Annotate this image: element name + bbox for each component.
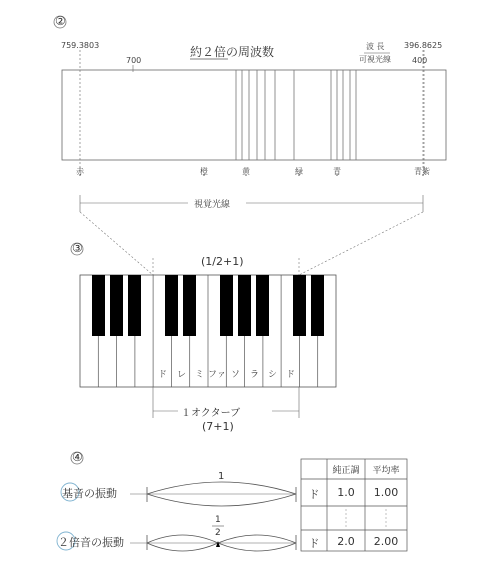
- section-2-marker: ②: [55, 14, 66, 28]
- spectrum-bracket: [80, 195, 423, 212]
- table-row-1-equal: 1.00: [373, 486, 399, 499]
- visible-light-label: 可視光線: [359, 55, 391, 64]
- table-row-2-just: 2.0: [337, 535, 355, 548]
- section-4-marker: ④: [72, 450, 83, 464]
- fundamental-label: 基音の振動: [62, 487, 117, 500]
- ratio-top: (1/2+1): [201, 255, 244, 268]
- table-row-1-note: ド: [308, 488, 320, 501]
- table-row-2-note: ド: [308, 537, 320, 550]
- fraction-one: 1: [218, 471, 225, 482]
- color-blue: 青: [333, 167, 341, 176]
- freq-left-label: 759.3803: [61, 41, 100, 50]
- solfege-so: ソ: [231, 370, 241, 380]
- color-ticks: [79, 174, 424, 176]
- color-violet: 青紫: [414, 167, 430, 176]
- wavelength-label: 波 長: [366, 42, 385, 51]
- projection-lines: [80, 212, 423, 275]
- octave-label: １オクターブ: [181, 408, 241, 419]
- spectral-lines: [236, 70, 356, 160]
- fraction-numerator: 1: [215, 515, 221, 525]
- section-2-title: 約２倍の周波数: [190, 45, 275, 59]
- freq-right-label: 396.8625: [404, 41, 443, 50]
- color-yellow: 黄: [242, 167, 250, 176]
- section-3-marker: ③: [72, 241, 83, 255]
- color-orange: 橙: [200, 167, 208, 176]
- table-header-just: 純正調: [332, 466, 360, 476]
- solfege-do-high: ド: [286, 370, 296, 380]
- ratio-bottom: (7+1): [202, 420, 234, 433]
- solfege-re: レ: [177, 370, 187, 380]
- table-row-1-just: 1.0: [337, 486, 355, 499]
- color-green: 緑: [295, 167, 303, 176]
- spectrum-caption: 視覚光線: [194, 200, 231, 210]
- table-row-2-equal: 2.00: [373, 535, 399, 548]
- spectrum-box: [62, 70, 446, 160]
- solfege-shi: シ: [268, 370, 278, 380]
- solfege-fa: ファ: [208, 370, 226, 380]
- color-red: 赤: [76, 167, 84, 176]
- freq-700-label: 700: [126, 56, 142, 65]
- harmonic-label: ２倍音の振動: [58, 536, 124, 549]
- fraction-denominator: 2: [215, 528, 221, 538]
- solfege-mi: ミ: [195, 370, 205, 380]
- solfege-do: ド: [158, 370, 168, 380]
- solfege-ra: ラ: [250, 370, 260, 380]
- freq-400-label: 400: [412, 56, 428, 65]
- table-header-equal: 平均率: [372, 466, 400, 476]
